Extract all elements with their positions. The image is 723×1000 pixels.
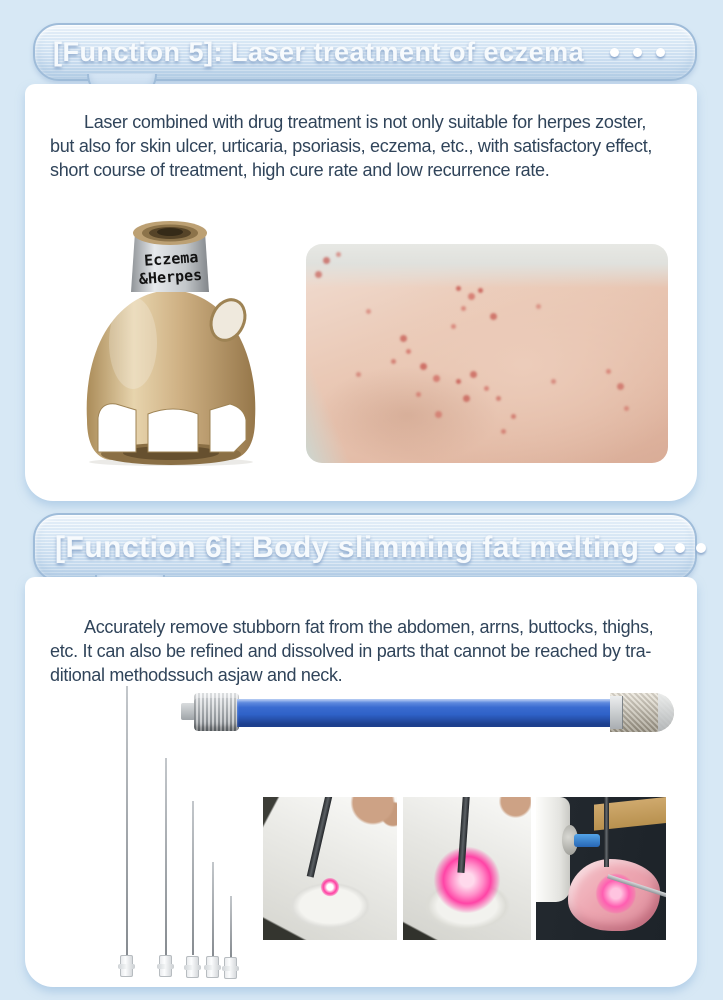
bell-window	[148, 409, 198, 452]
paragraph-line: etc. It can also be refined and dissolved in parts that cannot be reached by tra-	[50, 641, 652, 661]
paragraph-line: but also for skin ulcer, urticaria, psoriasis, eczema, etc., with satisfactory effect,	[50, 136, 653, 156]
handpiece-blue-rod	[237, 699, 612, 727]
needle-hub	[206, 956, 219, 978]
needle-hub	[159, 955, 172, 977]
laser-demo-photo-1	[263, 797, 397, 940]
needle-hub	[186, 956, 199, 978]
meat-sample	[568, 859, 660, 931]
needle-1	[126, 686, 128, 955]
laser-probe	[457, 797, 470, 873]
laser-demo-photo-3	[536, 797, 666, 940]
section1-header-title: [Function 5]: Laser treatment of eczema	[53, 36, 585, 67]
paragraph-line: Laser combined with drug treatment is not only suitable for herpes zoster,	[84, 112, 647, 132]
needle-5	[230, 896, 232, 957]
eczema-spots	[306, 244, 311, 249]
handpiece-left-connector	[194, 693, 239, 731]
handpiece-tip	[181, 703, 195, 720]
bell-window	[98, 404, 136, 452]
ellipsis-dots	[654, 543, 706, 553]
attachment-label-line1: Eczema	[143, 248, 199, 270]
bell-window	[210, 404, 246, 452]
section2-paragraph	[50, 615, 698, 687]
needle-hub	[120, 955, 133, 977]
section1-header-banner	[33, 23, 697, 81]
handpiece-right-cap	[610, 693, 674, 732]
paragraph-line: Accurately remove stubborn fat from the abdomen, arrns, buttocks, thighs,	[84, 617, 654, 637]
eczema-attachment-image	[78, 218, 268, 466]
laser-demo-photo-2	[403, 797, 531, 940]
blue-nozzle	[574, 834, 600, 847]
eczema-skin-photo	[306, 244, 668, 463]
needle-2	[165, 758, 167, 955]
needle-4	[212, 862, 214, 956]
paragraph-line: ditional methodssuch asjaw and neck.	[50, 665, 343, 685]
laser-probe	[307, 797, 333, 878]
section2-header-title: [Function 6]: Body slimming fat melting	[55, 530, 640, 564]
paragraph-line: short course of treatment, high cure rate and low recurrence rate.	[50, 160, 550, 180]
attachment-label-line2: &Herpes	[138, 265, 203, 289]
laser-probe	[604, 797, 609, 867]
thread-hole-center	[157, 228, 183, 236]
ellipsis-dots	[610, 48, 665, 57]
section1-paragraph	[50, 110, 698, 182]
section2-header-banner	[33, 513, 697, 582]
needle-hub	[224, 957, 237, 979]
needle-3	[192, 801, 194, 955]
bell-highlight	[109, 297, 157, 389]
